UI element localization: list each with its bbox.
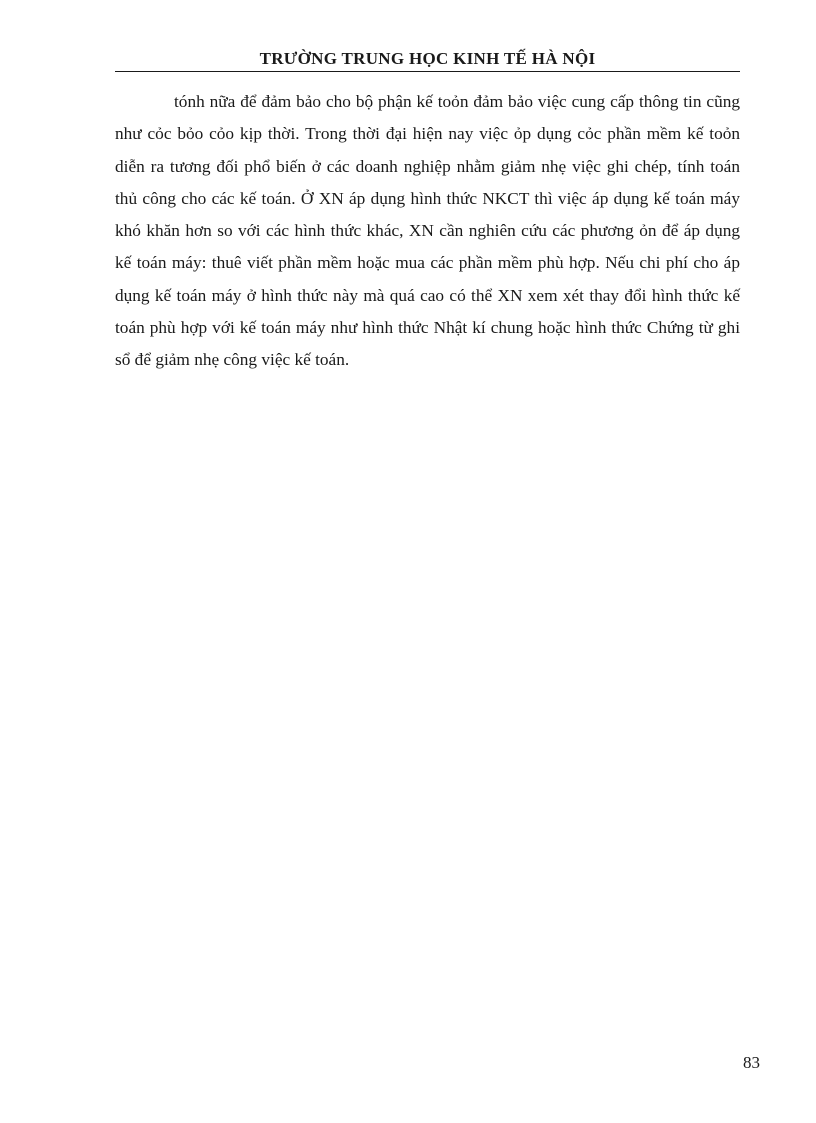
- page-header: [115, 48, 740, 70]
- body-paragraph: tónh nữa để đảm bảo cho bộ phận kế toỏn đảm bảo việc cung cấp thông tin cũng như cỏc bỏo cỏo kịp thời. Trong thời đại hiện nay việc ỏp dụng cỏc phần mềm kế toỏn diễn ra tương đối phổ biến ở các doanh nghiệp nhằm giảm nhẹ việc ghi chép, tính toán thủ công cho các kế toán. Ở XN áp dụng hình thức NKCT thì việc áp dụng kế toán máy khó khăn hơn so với các hình thức khác, XN cần nghiên cứu các phương ỏn để áp dụng kế toán máy: thuê viết phần mềm hoặc mua các phần mềm phù hợp. Nếu chi phí cho áp dụng kế toán máy ở hình thức này mà quá cao có thể XN xem xét thay đổi hình thức kế toán phù hợp với kế toán máy như hình thức Nhật kí chung hoặc hình thức Chứng từ ghi sổ để giảm nhẹ công việc kế toán.: [115, 92, 740, 370]
- body-text: [115, 86, 740, 377]
- header-title: TRƯỜNG TRUNG HỌC KINH TẾ HÀ NỘI: [259, 49, 596, 68]
- page-number: 83: [743, 1053, 760, 1072]
- header-divider: [115, 71, 740, 72]
